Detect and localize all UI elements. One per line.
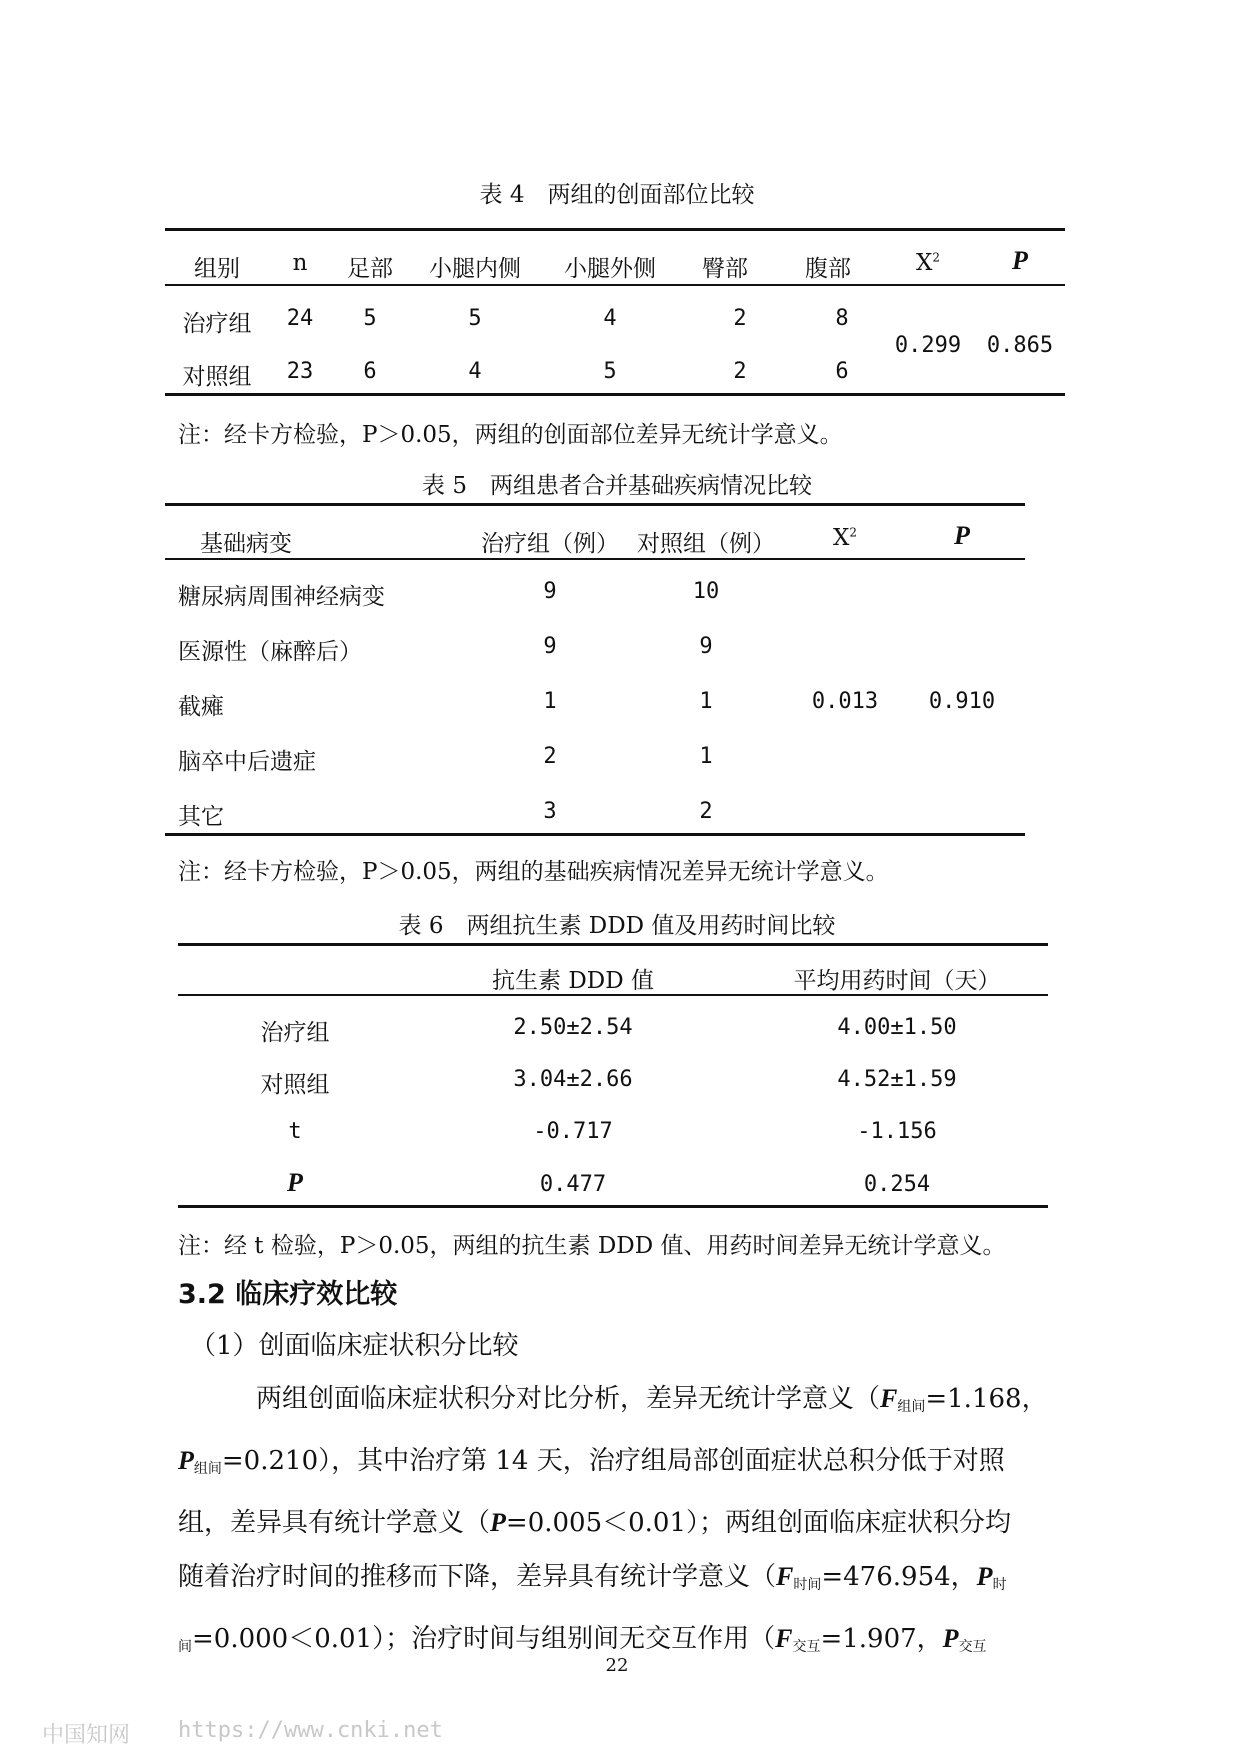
table4-chi-value: 0.299 (894, 333, 962, 358)
table4-header-rule (165, 284, 1065, 286)
table4-header-outer-calf: 小腿外侧 (564, 256, 656, 282)
table5-bottom-rule (165, 833, 1025, 836)
table4-bottom-rule (165, 393, 1065, 396)
table5-caption: 表 5 两组患者合并基础疾病情况比较 (422, 473, 812, 499)
table5-chi-value: 0.013 (811, 689, 879, 714)
table4-header-abdomen: 腹部 (805, 256, 851, 282)
table5-header-rule (165, 558, 1025, 560)
table4-p-value: 0.865 (986, 333, 1054, 358)
watermark-url[interactable]: https://www.cnki.net (178, 1718, 443, 1743)
table6-top-rule (178, 943, 1048, 946)
table4-note: 注：经卡方检验，P＞0.05，两组的创面部位差异无统计学意义。 (178, 422, 843, 448)
table5-header-treatment: 治疗组（例） (481, 531, 619, 557)
table4-header-chi: $X^2$ (915, 250, 941, 276)
paragraph-line: 两组创面临床症状积分对比分析，差异无统计学意义（$F_{组间}=1.168$， (256, 1384, 1048, 1415)
table4-caption: 表 4 两组的创面部位比较 (479, 182, 755, 208)
table5-note: 注：经卡方检验，P＞0.05，两组的基础疾病情况差异无统计学意义。 (178, 859, 889, 885)
table4-header-foot: 足部 (347, 256, 393, 282)
page-number: 22 (605, 1655, 629, 1676)
table6-caption: 表 6 两组抗生素 DDD 值及用药时间比较 (398, 913, 836, 939)
body-paragraph (178, 1372, 1093, 1674)
table6-header-rule (178, 994, 1048, 996)
watermark-site: 中国知网 (42, 1723, 131, 1748)
table6-header-ddd: 抗生素 DDD 值 (492, 968, 654, 994)
table6-bottom-rule (178, 1205, 1048, 1208)
paragraph-line: 随着治疗时间的推移而下降，差异具有统计学意义（$F_{时间}=476.954$，$P_时$ (178, 1562, 1007, 1593)
table4-header-buttock: 臀部 (702, 256, 748, 282)
table5-top-rule (165, 503, 1025, 506)
section-subheading: （1）创面临床症状积分比较 (190, 1331, 519, 1361)
table5-header-chi: $X^2$ (832, 525, 858, 551)
paragraph-line: $_间$=0.000＜0.01）；治疗时间与组别间无交互作用（$F_{交互}=1.907$，$P_{交互}$ (178, 1624, 987, 1655)
table4-top-rule (165, 228, 1065, 231)
table4-header-group: 组别 (194, 256, 240, 282)
table6-note: 注：经 t 检验，P＞0.05，两组的抗生素 DDD 值、用药时间差异无统计学意义。 (178, 1233, 1006, 1259)
table4-header-p: P (1012, 246, 1028, 275)
paragraph-line: $P_{组间}=0.210$），其中治疗第 14 天，治疗组局部创面症状总积分低于对照 (178, 1446, 1005, 1477)
paragraph-line: 组，差异具有统计学意义（P=0.005＜0.01）；两组创面临床症状积分均 (178, 1508, 1012, 1538)
table4-header-inner-calf: 小腿内侧 (429, 256, 521, 282)
table6-header-duration: 平均用药时间（天） (793, 968, 1001, 994)
table5-header-control: 对照组（例） (637, 531, 775, 557)
table5-header-p: P (954, 521, 970, 550)
table5-p-value: 0.910 (928, 689, 996, 714)
section-heading: 3.2 临床疗效比较 (178, 1279, 398, 1310)
table5-header-disease: 基础病变 (200, 531, 292, 557)
table4-header-n: n (292, 250, 308, 276)
